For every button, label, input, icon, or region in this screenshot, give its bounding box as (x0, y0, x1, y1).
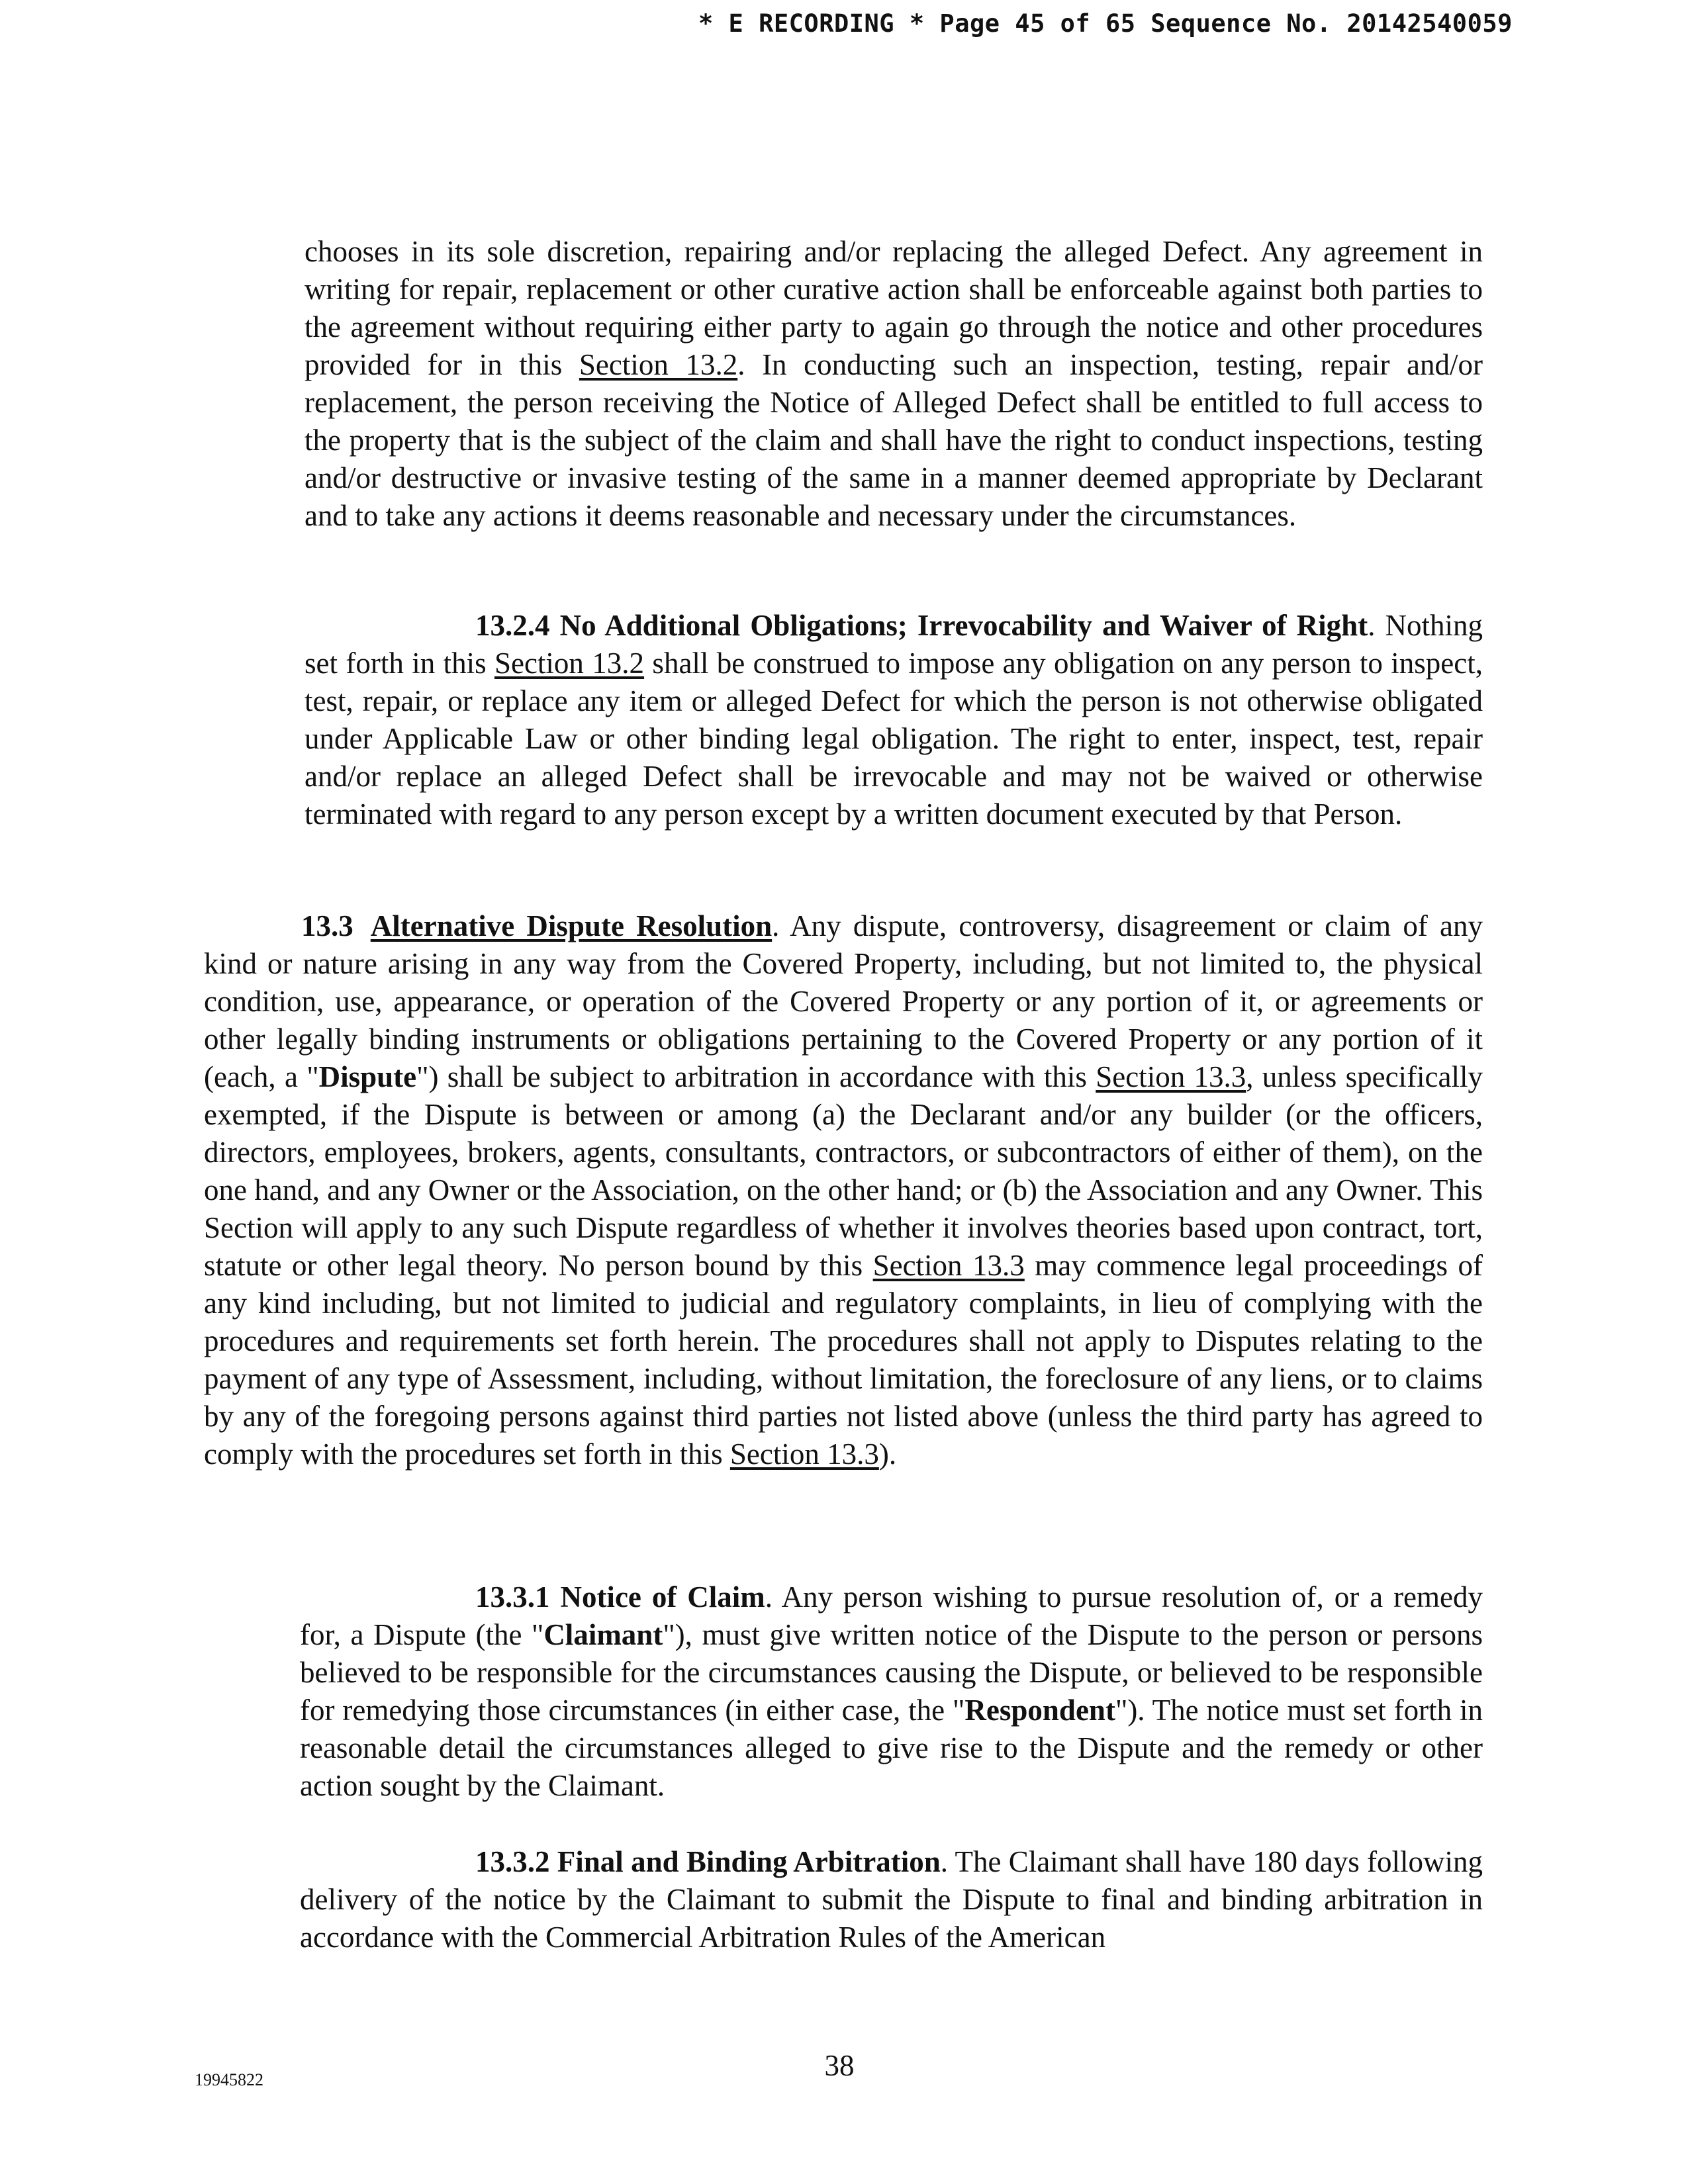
paragraph-13-2-3-continuation (305, 233, 1483, 535)
text-run: "), must give written notice of the Dispute to the person or persons believed to be responsible for the circumstances causing the Dispute, or believed to be responsible for remedying those circumstances (in either case, the " (300, 1618, 1483, 1727)
defined-term: Claimant (543, 1618, 663, 1651)
section-reference: Section 13.2 (494, 647, 645, 680)
text-run: . Nothing set forth in this (305, 609, 1483, 680)
text-run: . In conducting such an inspection, testing, repair and/or replacement, the person receiving the Notice of Alleged Defect shall be entitled to full access to the property that is the subject of the claim and shall have the right to conduct inspections, testing and/or destructive or invasive testing of the same in a manner deemed appropriate by Declarant and to take any actions it deems reasonable and necessary under the circumstances. (305, 348, 1483, 532)
text-run: may commence legal proceedings of any kind including, but not limited to judicial and regulatory complaints, in lieu of complying with the procedures and requirements set forth herein. The procedures shall not apply to Disputes relating to the payment of any type of Assessment, including, without limitation, the foreclosure of any liens, or to claims by any of the foregoing persons against third parties not listed above (unless the third party has agreed to comply with the procedures set forth in this (204, 1249, 1483, 1471)
section-reference: Section 13.2 (579, 348, 738, 381)
section-heading: Final and Binding Arbitration (557, 1845, 941, 1878)
text-run: . Any person wishing to pursue resolution of, or a remedy for, a Dispute (the " (300, 1580, 1483, 1651)
section-number: 13.3.2 (475, 1845, 550, 1878)
paragraph-13-3-1 (300, 1578, 1483, 1805)
paragraph-13-3 (204, 907, 1483, 1473)
text-run: ") shall be subject to arbitration in accordance with this (416, 1060, 1096, 1093)
text-run: , unless specifically exempted, if the Dispute is between or among (a) the Declarant and/or any builder (or the officers, directors, employees, brokers, agents, consultants, contractors, or subcontractors of either of them), on the one hand, and any Owner or the Association, on the other hand; or (b) the Association and any Owner. This Section will apply to any such Dispute regardless of whether it involves theories based upon contract, tort, statute or other legal theory. No person bound by this (204, 1060, 1483, 1282)
defined-term: Respondent (964, 1694, 1115, 1727)
text-run: "). The notice must set forth in reasonable detail the circumstances alleged to give rise to the Dispute and the remedy or other action sought by the Claimant. (300, 1694, 1483, 1802)
section-number: 13.3.1 (475, 1580, 550, 1614)
text-run: shall be construed to impose any obligation on any person to inspect, test, repair, or replace any item or alleged Defect for which the person is not otherwise obligated under Applicable Law or other binding legal obligation. The right to enter, inspect, test, repair and/or replace an alleged Defect shall be irrevocable and may not be waived or otherwise terminated with regard to any person except by a written document executed by that Person. (305, 647, 1483, 831)
paragraph-13-2-4 (305, 607, 1483, 833)
section-heading: Notice of Claim (560, 1580, 765, 1614)
defined-term: Dispute (318, 1060, 417, 1093)
section-reference: Section 13.3 (1096, 1060, 1246, 1093)
section-number: 13.2.4 (475, 609, 550, 642)
text-run: chooses in its sole discretion, repairing and/or replacing the alleged Defect. Any agreement in writing for repair, replacement or other curative action shall be enforceable against both parties to the agreement without requiring either party to again go through the notice and other procedures provided for in this (305, 235, 1483, 381)
text-run: . Any dispute, controversy, disagreement or claim of any kind or nature arising in any way from the Covered Property, including, but not limited to, the physical condition, use, appearance, or operation of the Covered Property or any portion of it, or agreements or other legally binding instruments or obligations pertaining to the Covered Property or any portion of it (each, a " (204, 909, 1483, 1093)
text-run: ). (878, 1437, 897, 1471)
section-number: 13.3 (301, 909, 353, 942)
section-reference: Section 13.3 (729, 1437, 879, 1471)
section-heading: Alternative Dispute Resolution (370, 909, 773, 942)
text-run: . The Claimant shall have 180 days following delivery of the notice by the Claimant to submit the Dispute to final and binding arbitration in accordance with the Commercial Arbitration Rules of the American (300, 1845, 1483, 1954)
section-reference: Section 13.3 (872, 1249, 1025, 1282)
paragraph-13-3-2 (300, 1843, 1483, 1956)
section-heading: No Additional Obligations; Irrevocability and Waiver of Right (559, 609, 1368, 642)
recording-header: * E RECORDING * Page 45 of 65 Sequence No. 20142540059 (698, 9, 1513, 38)
document-number: 19945822 (195, 2070, 263, 2089)
page-number: 38 (824, 2049, 855, 2082)
